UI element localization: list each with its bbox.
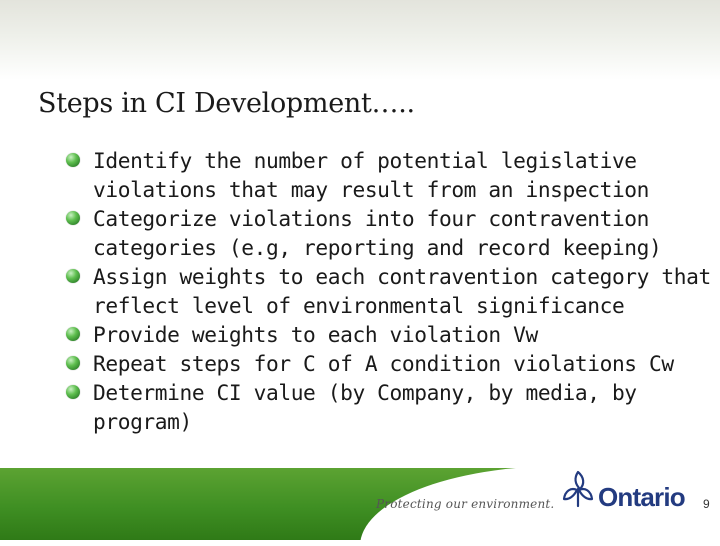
bullet-item <box>66 320 716 349</box>
slide-title: Steps in CI Development….. <box>38 88 415 119</box>
bullet-item <box>66 349 716 378</box>
bullet-text: Repeat steps for C of A condition violations Cw <box>93 351 674 376</box>
green-sphere-bullet-icon <box>66 385 80 399</box>
bullet-item <box>66 378 716 436</box>
bullet-text: Categorize violations into four contravention categories (e.g, reporting and record keeping) <box>93 206 662 260</box>
green-sphere-bullet-icon <box>66 211 80 225</box>
bullet-list <box>66 146 716 436</box>
green-sphere-bullet-icon <box>66 327 80 341</box>
footer-tagline: Protecting our environment. <box>376 497 555 511</box>
ontario-logo-text: Ontario <box>598 482 685 512</box>
green-sphere-bullet-icon <box>66 356 80 370</box>
green-sphere-bullet-icon <box>66 269 80 283</box>
bullet-item <box>66 146 716 204</box>
bullet-text: Determine CI value (by Company, by media, by program) <box>93 380 637 434</box>
bullet-text: Identify the number of potential legislative violations that may result from an inspection <box>93 148 650 202</box>
page-number: 9 <box>703 497 710 511</box>
bullet-item <box>66 204 716 262</box>
trillium-icon <box>558 469 598 509</box>
header-background <box>0 0 720 80</box>
bullet-text: Assign weights to each contravention category that reflect level of environmental significance <box>93 264 711 318</box>
bullet-text: Provide weights to each violation Vw <box>93 322 538 347</box>
green-sphere-bullet-icon <box>66 153 80 167</box>
bullet-item <box>66 262 716 320</box>
